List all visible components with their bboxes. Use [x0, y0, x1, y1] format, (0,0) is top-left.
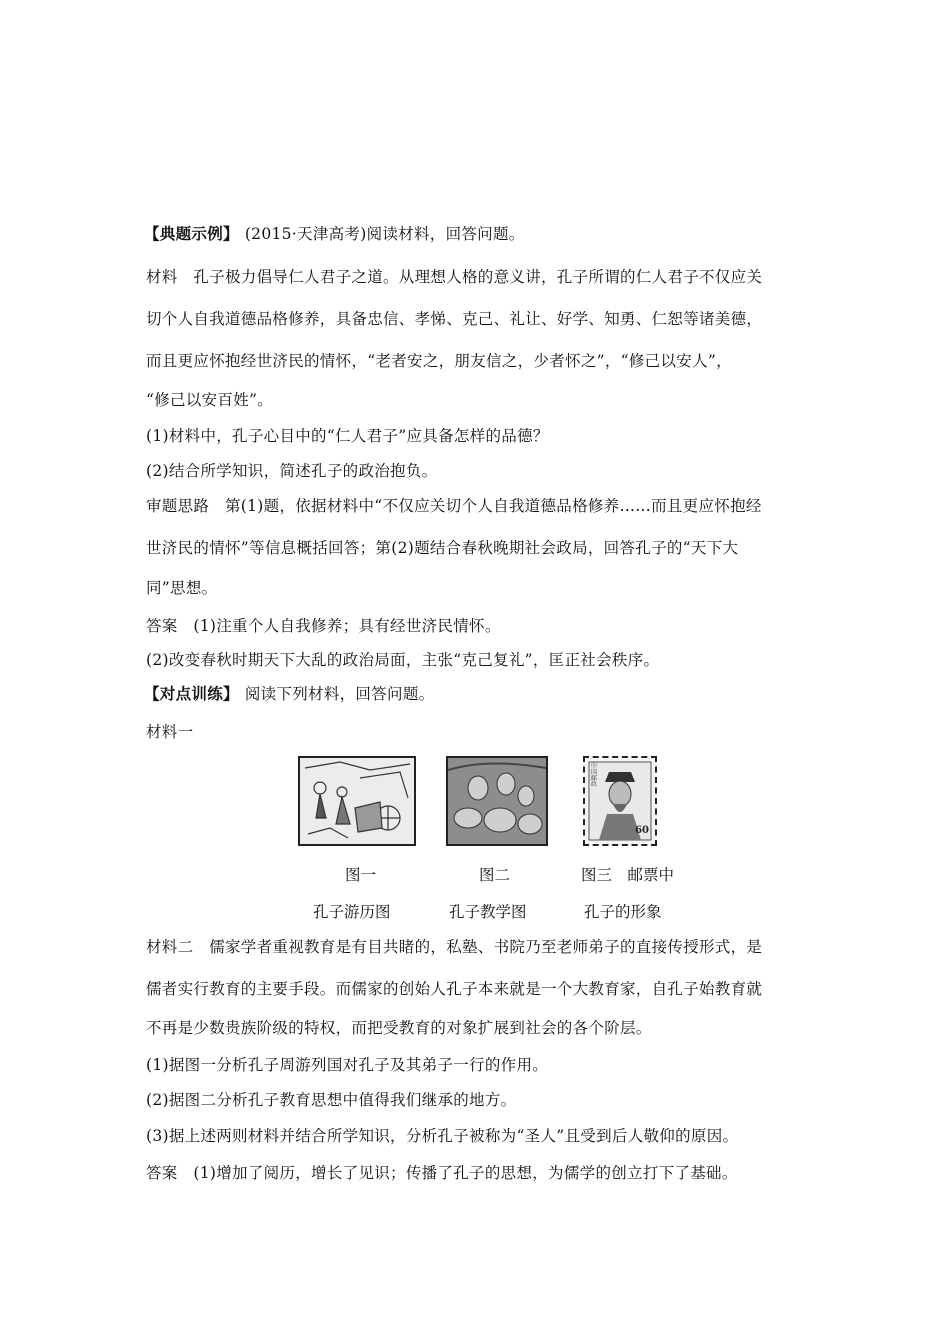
practice-answer-1: 答案 (1)增加了阅历，增长了见识；传播了孔子的思想，为儒学的创立打下了基础。	[146, 1164, 738, 1182]
practice-question-2: (2)据图二分析孔子教育思想中值得我们继承的地方。	[146, 1091, 517, 1109]
practice-intro: 阅读下列材料，回答问题。	[244, 685, 435, 703]
example-tag: 【典题示例】	[144, 224, 239, 243]
figure-3-stamp-image	[583, 756, 657, 846]
figure-3-label: 图三 邮票中	[581, 866, 675, 884]
figure-2-label: 图二	[479, 866, 511, 884]
stamp-value: 60	[635, 825, 649, 836]
analysis-line: 同”思想。	[146, 579, 218, 597]
example-heading	[144, 222, 525, 244]
practice-question-1: (1)据图一分析孔子周游列国对孔子及其弟子一行的作用。	[146, 1056, 549, 1074]
example-material-line: 材料 孔子极力倡导仁人君子之道。从理想人格的意义讲，孔子所谓的仁人君子不仅应关	[146, 268, 763, 286]
figure-2-teaching-image	[446, 756, 548, 846]
material-2-line: 儒者实行教育的主要手段。而儒家的创始人孔子本来就是一个大教育家，自孔子始教育就	[146, 980, 763, 998]
figure-3-caption: 孔子的形象	[584, 903, 662, 921]
example-material-line: “修己以安百姓”。	[146, 391, 274, 409]
analysis-line: 世济民的情怀”等信息概括回答；第(2)题结合春秋晚期社会政局，回答孔子的“天下大	[146, 539, 739, 557]
example-answer-2: (2)改变春秋时期天下大乱的政治局面，主张“克己复礼”，匡正社会秩序。	[146, 651, 660, 669]
example-question-1: (1)材料中，孔子心目中的“仁人君子”应具备怎样的品德？	[146, 427, 549, 445]
practice-heading	[144, 682, 434, 704]
stamp-top-text: 中国邮政	[591, 763, 598, 788]
analysis-line: 审题思路 第(1)题，依据材料中“不仅应关切个人自我道德品格修养……而且更应怀抱经	[146, 497, 762, 515]
practice-tag: 【对点训练】	[144, 684, 239, 703]
example-material-line: 切个人自我道德品格修养，具备忠信、孝悌、克己、礼让、好学、知勇、仁恕等诸美德，	[146, 310, 763, 328]
figure-1-travel-image	[298, 756, 416, 846]
example-answer-1: 答案 (1)注重个人自我修养；具有经世济民情怀。	[146, 617, 501, 635]
material-2-line: 材料二 儒家学者重视教育是有目共睹的，私塾、书院乃至老师弟子的直接传授形式，是	[146, 938, 763, 956]
example-source: (2015·天津高考)阅读材料，回答问题。	[244, 225, 525, 243]
example-material-line: 而且更应怀抱经世济民的情怀，“老者安之，朋友信之，少者怀之”，“修己以安人”，	[146, 352, 732, 370]
figure-2-caption: 孔子教学图	[449, 903, 527, 921]
figure-1-caption: 孔子游历图	[313, 903, 391, 921]
example-question-2: (2)结合所学知识，简述孔子的政治抱负。	[146, 462, 438, 480]
material-2-line: 不再是少数贵族阶级的特权，而把受教育的对象扩展到社会的各个阶层。	[146, 1019, 652, 1037]
figure-1-label: 图一	[345, 866, 377, 884]
material-1-label: 材料一	[146, 723, 194, 741]
practice-question-3: (3)据上述两则材料并结合所学知识，分析孔子被称为“圣人”且受到后人敬仰的原因。	[146, 1127, 739, 1145]
